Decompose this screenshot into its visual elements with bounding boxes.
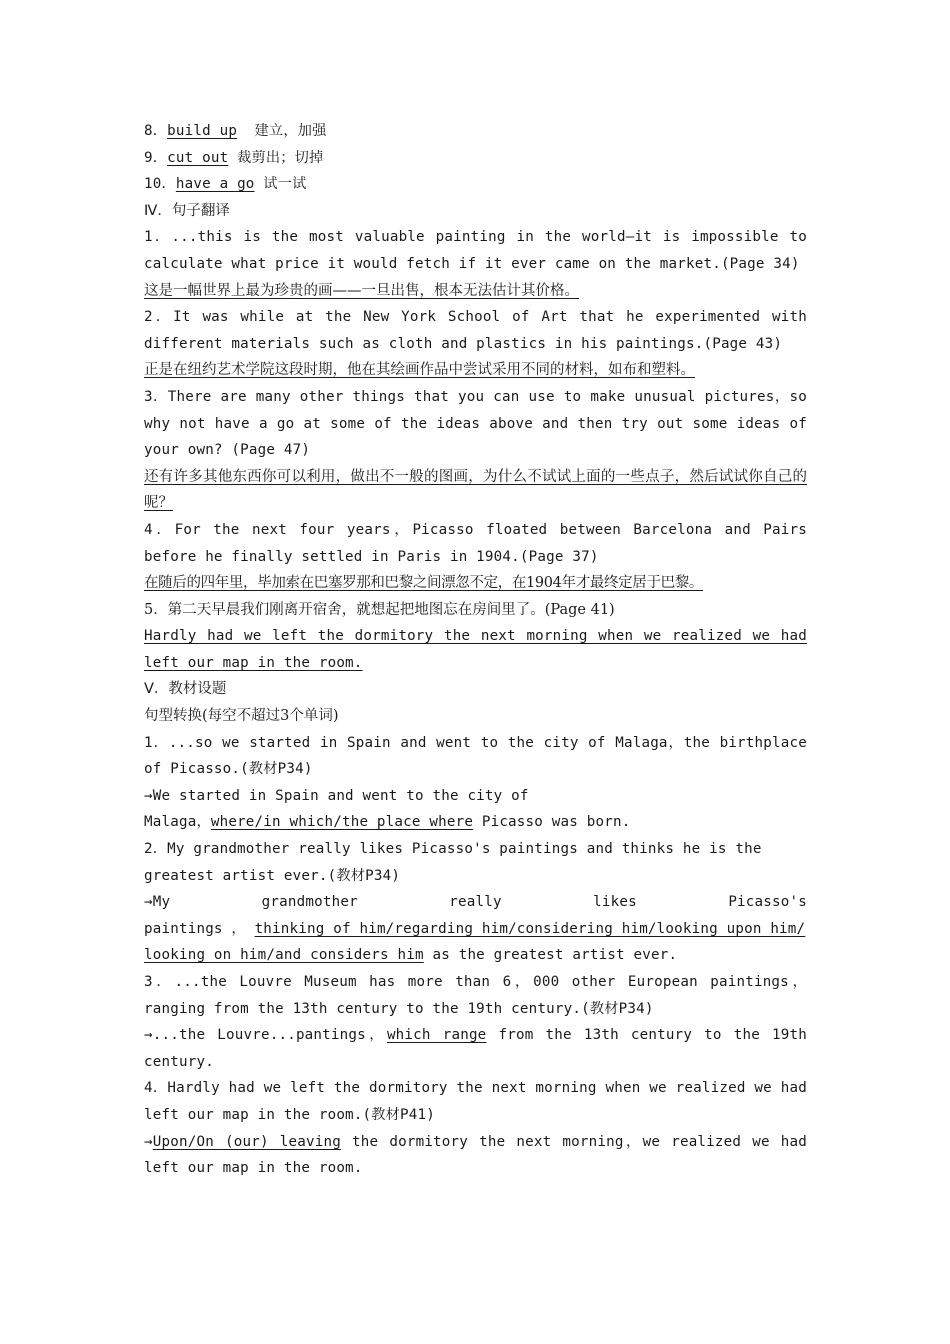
answer-text: the dormitory the next morning，we realized we had left our map in the room.: [144, 1133, 807, 1177]
vocab-item-9: [144, 145, 807, 172]
vocab-phrase: have a go: [175, 176, 255, 193]
sentence-1-english: 1．...this is the most valuable painting in the world—it is impossible to calculate what price it would fetch if it ever came on the market.(Page 34): [144, 229, 807, 272]
sentence-2-chinese: 正是在纽约艺术学院这段时期，他在其绘画作品中尝试采用不同的材料，如布和塑料。: [144, 362, 695, 379]
document-page: [144, 118, 807, 1182]
question-2-answer-line-1: →My grandmother really likes Picasso's: [144, 894, 807, 911]
question-3: 3．...the Louvre Museum has more than 6，000 other European paintings，ranging from the 13th century to the 19th century.(教材P34): [144, 974, 807, 1017]
sentence-3-chinese-row: [144, 464, 807, 517]
sentence-2-chinese-row: [144, 357, 807, 384]
sentence-1-chinese: 这是一幅世界上最为珍贵的画——一旦出售，根本无法估计其价格。: [144, 282, 579, 299]
sentence-4-chinese-row: [144, 570, 807, 597]
vocab-meaning: 裁剪出；切掉: [228, 149, 324, 166]
question-2-answer-line-2: [144, 916, 807, 943]
answer-text: paintings ，: [144, 920, 246, 937]
sentence-5-english-row: [144, 623, 807, 676]
item-number: 9．: [144, 149, 168, 166]
vocab-meaning: 试一试: [254, 176, 307, 193]
question-3-answer: [144, 1022, 807, 1075]
answer-blank: looking on him/and considers him: [144, 947, 424, 964]
section-subheading: 句型转换(每空不超过3个单词): [144, 708, 339, 725]
answer-text: Picasso was born.: [473, 814, 631, 831]
question-1-answer-line-2: [144, 809, 807, 836]
answer-blank: thinking of him/regarding him/considering him/looking upon him/: [254, 920, 806, 937]
sentence-2-english: 2．It was while at the New York School of Art that he experimented with different materials such as cloth and plastics in his paintings.(Page 43): [144, 309, 807, 352]
question-4-answer: [144, 1129, 807, 1182]
question-2-line-2: greatest artist ever.(教材P34): [144, 867, 401, 884]
answer-text: from the 13th century to the 19th century.: [144, 1027, 807, 1070]
question-1-answer-line-1: →We started in Spain and went to the city of: [144, 787, 529, 804]
answer-blank: where/in which/the place where: [210, 814, 474, 831]
vocab-phrase: cut out: [167, 149, 229, 166]
sentence-5-chinese: 5．第二天早晨我们刚离开宿舍，就想起把地图忘在房间里了。(Page 41): [144, 601, 615, 618]
question-2-answer-line-3: [144, 942, 807, 969]
item-number: 8．: [144, 123, 168, 139]
answer-text: as the greatest artist ever.: [423, 947, 678, 964]
answer-text: →...the Louvre...pantings，: [144, 1027, 387, 1044]
answer-text: Malaga，: [144, 814, 211, 831]
section-heading-translation: Ⅳ．句子翻译: [144, 202, 230, 219]
sentence-4-english: 4．For the next four years，Picasso floated between Barcelona and Pairs before he finally settled in Paris in 1904.(Page 37): [144, 521, 807, 565]
question-2-line-1: 2．My grandmother really likes Picasso's paintings and thinks he is the: [144, 841, 762, 858]
sentence-3-chinese: 还有许多其他东西你可以利用，做出不一般的图画，为什么不试试上面的一些点子，然后试试你自己的呢？: [144, 468, 807, 512]
answer-text: →: [144, 1133, 153, 1150]
sentence-5-english: Hardly had we left the dormitory the next morning when we realized we had left our map in the room.: [144, 628, 807, 671]
answer-blank: which range: [386, 1027, 487, 1044]
section-heading-exercises: Ⅴ．教材设题: [144, 681, 227, 698]
sentence-3-english: 3．There are many other things that you can use to make unusual pictures，so why not have a go at some of the ideas above and then try out some ideas of your own? (Page 47): [144, 388, 807, 459]
question-1: 1．...so we started in Spain and went to the city of Malaga，the birthplace of Picasso.(教材P34): [144, 734, 807, 778]
sentence-4-chinese: 在随后的四年里，毕加索在巴塞罗那和巴黎之间漂忽不定，在1904年才最终定居于巴黎。: [144, 575, 704, 592]
vocab-item-8: [144, 118, 807, 145]
sentence-1-chinese-row: [144, 278, 807, 305]
vocab-phrase: build up: [167, 123, 238, 139]
item-number: 10．: [144, 176, 176, 193]
vocab-meaning: 建立，加强: [237, 123, 327, 139]
question-4: 4．Hardly had we left the dormitory the next morning when we realized we had left our map in the room.(教材P41): [144, 1080, 807, 1123]
answer-blank: Upon/On (our) leaving: [152, 1133, 341, 1150]
vocab-item-10: [144, 171, 807, 198]
